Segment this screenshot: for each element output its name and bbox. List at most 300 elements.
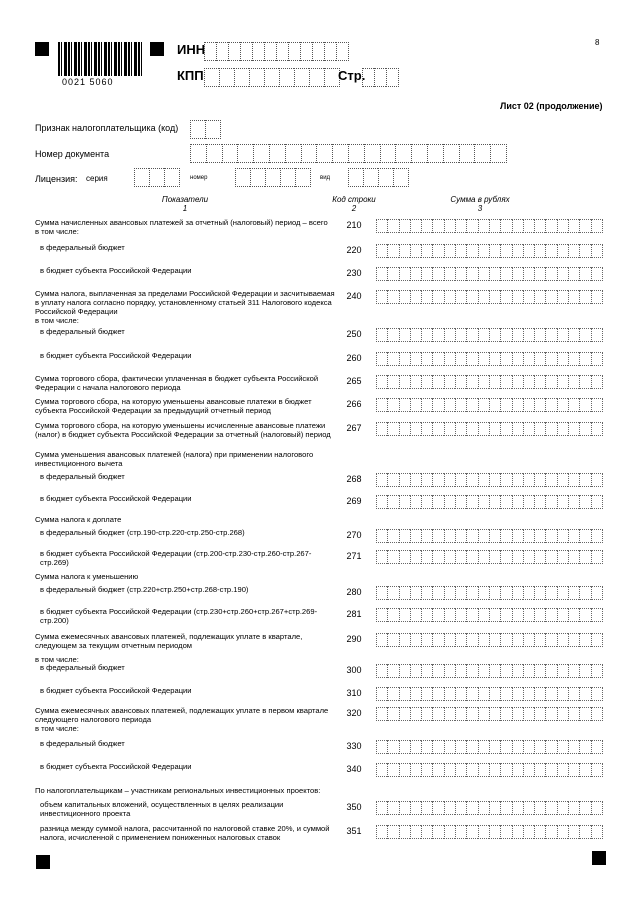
amount-digit-cell[interactable]: [432, 473, 443, 487]
amount-digit-cell[interactable]: [568, 267, 579, 281]
amount-digit-cell[interactable]: [376, 687, 387, 701]
amount-field[interactable]: [376, 328, 603, 342]
amount-digit-cell[interactable]: [410, 763, 421, 777]
amount-digit-cell[interactable]: [387, 825, 398, 839]
amount-digit-cell[interactable]: [568, 633, 579, 647]
amount-digit-cell[interactable]: [591, 664, 603, 678]
amount-digit-cell[interactable]: [387, 219, 398, 233]
amount-digit-cell[interactable]: [444, 586, 455, 600]
amount-digit-cell[interactable]: [489, 608, 500, 622]
amount-digit-cell[interactable]: [376, 550, 387, 564]
amount-digit-cell[interactable]: [591, 529, 603, 543]
amount-digit-cell[interactable]: [478, 633, 489, 647]
taxpayer-sign-field[interactable]: [190, 120, 221, 139]
amount-digit-cell[interactable]: [579, 707, 590, 721]
amount-digit-cell[interactable]: [534, 664, 545, 678]
amount-digit-cell[interactable]: [568, 529, 579, 543]
amount-digit-cell[interactable]: [387, 290, 398, 304]
amount-field[interactable]: [376, 664, 603, 678]
amount-digit-cell[interactable]: [455, 244, 466, 258]
amount-digit-cell[interactable]: [512, 825, 523, 839]
amount-digit-cell[interactable]: [500, 398, 511, 412]
amount-digit-cell[interactable]: [410, 422, 421, 436]
amount-field[interactable]: [376, 473, 603, 487]
amount-digit-cell[interactable]: [489, 825, 500, 839]
amount-digit-cell[interactable]: [432, 633, 443, 647]
amount-digit-cell[interactable]: [512, 422, 523, 436]
amount-digit-cell[interactable]: [568, 825, 579, 839]
amount-digit-cell[interactable]: [568, 352, 579, 366]
amount-digit-cell[interactable]: [579, 763, 590, 777]
amount-digit-cell[interactable]: [421, 267, 432, 281]
amount-digit-cell[interactable]: [421, 422, 432, 436]
amount-digit-cell[interactable]: [376, 352, 387, 366]
amount-digit-cell[interactable]: [523, 664, 534, 678]
amount-digit-cell[interactable]: [523, 608, 534, 622]
amount-digit-cell[interactable]: [466, 707, 477, 721]
amount-digit-cell[interactable]: [376, 529, 387, 543]
amount-digit-cell[interactable]: [534, 290, 545, 304]
char-cell[interactable]: [386, 68, 399, 87]
amount-digit-cell[interactable]: [432, 375, 443, 389]
amount-field[interactable]: [376, 608, 603, 622]
amount-digit-cell[interactable]: [534, 586, 545, 600]
amount-digit-cell[interactable]: [512, 244, 523, 258]
amount-digit-cell[interactable]: [387, 664, 398, 678]
amount-digit-cell[interactable]: [455, 267, 466, 281]
char-cell[interactable]: [216, 42, 228, 61]
amount-digit-cell[interactable]: [387, 267, 398, 281]
amount-digit-cell[interactable]: [534, 244, 545, 258]
amount-digit-cell[interactable]: [478, 219, 489, 233]
char-cell[interactable]: [312, 42, 324, 61]
amount-digit-cell[interactable]: [387, 586, 398, 600]
amount-digit-cell[interactable]: [500, 244, 511, 258]
amount-digit-cell[interactable]: [489, 664, 500, 678]
amount-digit-cell[interactable]: [512, 550, 523, 564]
amount-digit-cell[interactable]: [500, 801, 511, 815]
amount-digit-cell[interactable]: [455, 707, 466, 721]
amount-digit-cell[interactable]: [455, 219, 466, 233]
amount-digit-cell[interactable]: [410, 352, 421, 366]
amount-digit-cell[interactable]: [523, 422, 534, 436]
amount-digit-cell[interactable]: [387, 495, 398, 509]
amount-digit-cell[interactable]: [579, 687, 590, 701]
amount-digit-cell[interactable]: [421, 586, 432, 600]
amount-digit-cell[interactable]: [500, 707, 511, 721]
amount-field[interactable]: [376, 422, 603, 436]
char-cell[interactable]: [301, 144, 317, 163]
amount-digit-cell[interactable]: [478, 290, 489, 304]
amount-digit-cell[interactable]: [545, 398, 556, 412]
amount-digit-cell[interactable]: [444, 633, 455, 647]
amount-digit-cell[interactable]: [410, 375, 421, 389]
amount-digit-cell[interactable]: [376, 398, 387, 412]
amount-digit-cell[interactable]: [432, 267, 443, 281]
amount-digit-cell[interactable]: [557, 763, 568, 777]
amount-digit-cell[interactable]: [568, 219, 579, 233]
amount-digit-cell[interactable]: [512, 290, 523, 304]
amount-digit-cell[interactable]: [410, 740, 421, 754]
char-cell[interactable]: [300, 42, 312, 61]
amount-digit-cell[interactable]: [591, 586, 603, 600]
amount-digit-cell[interactable]: [523, 707, 534, 721]
amount-digit-cell[interactable]: [399, 422, 410, 436]
amount-digit-cell[interactable]: [478, 586, 489, 600]
amount-digit-cell[interactable]: [455, 375, 466, 389]
amount-digit-cell[interactable]: [557, 422, 568, 436]
amount-digit-cell[interactable]: [568, 707, 579, 721]
amount-digit-cell[interactable]: [534, 267, 545, 281]
amount-digit-cell[interactable]: [489, 422, 500, 436]
amount-digit-cell[interactable]: [376, 290, 387, 304]
amount-digit-cell[interactable]: [444, 375, 455, 389]
amount-digit-cell[interactable]: [579, 550, 590, 564]
char-cell[interactable]: [234, 68, 249, 87]
amount-digit-cell[interactable]: [478, 352, 489, 366]
amount-digit-cell[interactable]: [591, 825, 603, 839]
amount-digit-cell[interactable]: [500, 267, 511, 281]
amount-digit-cell[interactable]: [568, 398, 579, 412]
amount-digit-cell[interactable]: [579, 586, 590, 600]
amount-digit-cell[interactable]: [466, 825, 477, 839]
amount-digit-cell[interactable]: [534, 763, 545, 777]
amount-digit-cell[interactable]: [455, 328, 466, 342]
amount-digit-cell[interactable]: [523, 375, 534, 389]
amount-digit-cell[interactable]: [534, 529, 545, 543]
amount-digit-cell[interactable]: [579, 219, 590, 233]
amount-digit-cell[interactable]: [466, 290, 477, 304]
amount-digit-cell[interactable]: [512, 801, 523, 815]
amount-digit-cell[interactable]: [545, 244, 556, 258]
amount-digit-cell[interactable]: [387, 375, 398, 389]
amount-digit-cell[interactable]: [444, 328, 455, 342]
char-cell[interactable]: [362, 68, 374, 87]
amount-digit-cell[interactable]: [410, 550, 421, 564]
amount-digit-cell[interactable]: [523, 328, 534, 342]
amount-digit-cell[interactable]: [489, 687, 500, 701]
char-cell[interactable]: [190, 144, 206, 163]
amount-digit-cell[interactable]: [591, 687, 603, 701]
amount-digit-cell[interactable]: [421, 529, 432, 543]
amount-digit-cell[interactable]: [455, 422, 466, 436]
amount-digit-cell[interactable]: [455, 687, 466, 701]
amount-field[interactable]: [376, 550, 603, 564]
amount-digit-cell[interactable]: [444, 473, 455, 487]
amount-digit-cell[interactable]: [478, 825, 489, 839]
amount-digit-cell[interactable]: [489, 290, 500, 304]
amount-digit-cell[interactable]: [579, 529, 590, 543]
amount-digit-cell[interactable]: [512, 664, 523, 678]
amount-digit-cell[interactable]: [466, 398, 477, 412]
amount-digit-cell[interactable]: [568, 375, 579, 389]
inn-field[interactable]: [204, 42, 349, 61]
amount-digit-cell[interactable]: [444, 244, 455, 258]
char-cell[interactable]: [253, 144, 269, 163]
amount-digit-cell[interactable]: [489, 763, 500, 777]
amount-digit-cell[interactable]: [455, 290, 466, 304]
amount-digit-cell[interactable]: [444, 267, 455, 281]
amount-digit-cell[interactable]: [545, 422, 556, 436]
amount-digit-cell[interactable]: [557, 550, 568, 564]
amount-digit-cell[interactable]: [376, 473, 387, 487]
char-cell[interactable]: [205, 120, 221, 139]
amount-digit-cell[interactable]: [455, 801, 466, 815]
amount-digit-cell[interactable]: [376, 495, 387, 509]
amount-digit-cell[interactable]: [410, 825, 421, 839]
amount-digit-cell[interactable]: [399, 586, 410, 600]
amount-digit-cell[interactable]: [489, 801, 500, 815]
char-cell[interactable]: [252, 42, 264, 61]
amount-digit-cell[interactable]: [387, 801, 398, 815]
amount-digit-cell[interactable]: [568, 290, 579, 304]
kpp-field[interactable]: [204, 68, 340, 87]
char-cell[interactable]: [309, 68, 324, 87]
amount-digit-cell[interactable]: [489, 375, 500, 389]
amount-digit-cell[interactable]: [432, 763, 443, 777]
amount-field[interactable]: [376, 219, 603, 233]
amount-digit-cell[interactable]: [444, 219, 455, 233]
amount-digit-cell[interactable]: [387, 328, 398, 342]
char-cell[interactable]: [395, 144, 411, 163]
amount-digit-cell[interactable]: [523, 825, 534, 839]
amount-digit-cell[interactable]: [523, 740, 534, 754]
amount-digit-cell[interactable]: [579, 422, 590, 436]
char-cell[interactable]: [222, 144, 238, 163]
amount-digit-cell[interactable]: [579, 633, 590, 647]
char-cell[interactable]: [228, 42, 240, 61]
amount-digit-cell[interactable]: [579, 608, 590, 622]
amount-digit-cell[interactable]: [534, 707, 545, 721]
amount-digit-cell[interactable]: [421, 825, 432, 839]
amount-digit-cell[interactable]: [545, 219, 556, 233]
amount-digit-cell[interactable]: [399, 473, 410, 487]
amount-digit-cell[interactable]: [376, 244, 387, 258]
amount-digit-cell[interactable]: [387, 633, 398, 647]
amount-digit-cell[interactable]: [410, 707, 421, 721]
amount-digit-cell[interactable]: [444, 495, 455, 509]
amount-digit-cell[interactable]: [376, 763, 387, 777]
amount-digit-cell[interactable]: [568, 740, 579, 754]
amount-digit-cell[interactable]: [478, 529, 489, 543]
amount-digit-cell[interactable]: [500, 586, 511, 600]
amount-digit-cell[interactable]: [500, 550, 511, 564]
amount-digit-cell[interactable]: [545, 687, 556, 701]
amount-digit-cell[interactable]: [410, 633, 421, 647]
amount-digit-cell[interactable]: [579, 495, 590, 509]
amount-digit-cell[interactable]: [478, 422, 489, 436]
amount-digit-cell[interactable]: [478, 608, 489, 622]
amount-digit-cell[interactable]: [421, 352, 432, 366]
amount-digit-cell[interactable]: [500, 495, 511, 509]
amount-digit-cell[interactable]: [466, 801, 477, 815]
amount-digit-cell[interactable]: [421, 219, 432, 233]
amount-digit-cell[interactable]: [557, 352, 568, 366]
amount-digit-cell[interactable]: [579, 290, 590, 304]
amount-digit-cell[interactable]: [579, 328, 590, 342]
amount-field[interactable]: [376, 825, 603, 839]
amount-digit-cell[interactable]: [432, 328, 443, 342]
amount-digit-cell[interactable]: [399, 219, 410, 233]
amount-digit-cell[interactable]: [466, 550, 477, 564]
amount-digit-cell[interactable]: [399, 825, 410, 839]
amount-digit-cell[interactable]: [466, 664, 477, 678]
amount-digit-cell[interactable]: [523, 586, 534, 600]
amount-field[interactable]: [376, 707, 603, 721]
char-cell[interactable]: [164, 168, 180, 187]
amount-digit-cell[interactable]: [591, 495, 603, 509]
amount-digit-cell[interactable]: [455, 825, 466, 839]
amount-digit-cell[interactable]: [399, 529, 410, 543]
amount-digit-cell[interactable]: [568, 801, 579, 815]
amount-digit-cell[interactable]: [410, 219, 421, 233]
amount-digit-cell[interactable]: [432, 244, 443, 258]
amount-digit-cell[interactable]: [410, 398, 421, 412]
amount-digit-cell[interactable]: [455, 473, 466, 487]
amount-digit-cell[interactable]: [478, 375, 489, 389]
amount-digit-cell[interactable]: [399, 707, 410, 721]
amount-digit-cell[interactable]: [489, 328, 500, 342]
amount-digit-cell[interactable]: [489, 398, 500, 412]
amount-digit-cell[interactable]: [557, 219, 568, 233]
amount-digit-cell[interactable]: [466, 244, 477, 258]
char-cell[interactable]: [149, 168, 164, 187]
amount-digit-cell[interactable]: [421, 398, 432, 412]
char-cell[interactable]: [295, 168, 311, 187]
char-cell[interactable]: [206, 144, 222, 163]
amount-digit-cell[interactable]: [478, 244, 489, 258]
amount-digit-cell[interactable]: [500, 687, 511, 701]
amount-digit-cell[interactable]: [512, 328, 523, 342]
amount-digit-cell[interactable]: [466, 219, 477, 233]
amount-digit-cell[interactable]: [500, 290, 511, 304]
amount-digit-cell[interactable]: [399, 267, 410, 281]
amount-digit-cell[interactable]: [376, 825, 387, 839]
amount-digit-cell[interactable]: [410, 244, 421, 258]
amount-digit-cell[interactable]: [376, 375, 387, 389]
amount-digit-cell[interactable]: [466, 687, 477, 701]
char-cell[interactable]: [219, 68, 234, 87]
char-cell[interactable]: [288, 42, 300, 61]
char-cell[interactable]: [348, 144, 364, 163]
amount-digit-cell[interactable]: [512, 473, 523, 487]
amount-digit-cell[interactable]: [444, 398, 455, 412]
amount-digit-cell[interactable]: [523, 801, 534, 815]
amount-digit-cell[interactable]: [376, 707, 387, 721]
amount-digit-cell[interactable]: [545, 290, 556, 304]
amount-digit-cell[interactable]: [421, 801, 432, 815]
amount-digit-cell[interactable]: [534, 495, 545, 509]
amount-digit-cell[interactable]: [591, 398, 603, 412]
amount-digit-cell[interactable]: [478, 550, 489, 564]
amount-digit-cell[interactable]: [579, 244, 590, 258]
char-cell[interactable]: [279, 68, 294, 87]
amount-digit-cell[interactable]: [410, 267, 421, 281]
amount-digit-cell[interactable]: [557, 801, 568, 815]
amount-digit-cell[interactable]: [500, 328, 511, 342]
char-cell[interactable]: [249, 68, 264, 87]
amount-digit-cell[interactable]: [512, 495, 523, 509]
amount-digit-cell[interactable]: [489, 473, 500, 487]
amount-digit-cell[interactable]: [410, 473, 421, 487]
amount-digit-cell[interactable]: [568, 687, 579, 701]
amount-digit-cell[interactable]: [432, 422, 443, 436]
amount-digit-cell[interactable]: [512, 740, 523, 754]
amount-digit-cell[interactable]: [399, 375, 410, 389]
amount-digit-cell[interactable]: [489, 633, 500, 647]
amount-digit-cell[interactable]: [568, 608, 579, 622]
amount-digit-cell[interactable]: [568, 422, 579, 436]
amount-digit-cell[interactable]: [399, 664, 410, 678]
amount-digit-cell[interactable]: [432, 608, 443, 622]
amount-digit-cell[interactable]: [523, 473, 534, 487]
amount-digit-cell[interactable]: [534, 398, 545, 412]
amount-digit-cell[interactable]: [579, 352, 590, 366]
char-cell[interactable]: [250, 168, 265, 187]
amount-digit-cell[interactable]: [545, 495, 556, 509]
char-cell[interactable]: [269, 144, 285, 163]
amount-digit-cell[interactable]: [478, 707, 489, 721]
char-cell[interactable]: [264, 42, 276, 61]
amount-digit-cell[interactable]: [591, 290, 603, 304]
amount-digit-cell[interactable]: [421, 763, 432, 777]
amount-digit-cell[interactable]: [512, 529, 523, 543]
amount-digit-cell[interactable]: [466, 267, 477, 281]
amount-digit-cell[interactable]: [500, 740, 511, 754]
amount-digit-cell[interactable]: [478, 328, 489, 342]
amount-digit-cell[interactable]: [444, 352, 455, 366]
amount-digit-cell[interactable]: [579, 801, 590, 815]
amount-digit-cell[interactable]: [489, 495, 500, 509]
char-cell[interactable]: [294, 68, 309, 87]
amount-digit-cell[interactable]: [432, 825, 443, 839]
amount-digit-cell[interactable]: [399, 398, 410, 412]
char-cell[interactable]: [240, 42, 252, 61]
amount-digit-cell[interactable]: [557, 608, 568, 622]
amount-digit-cell[interactable]: [534, 422, 545, 436]
amount-digit-cell[interactable]: [579, 740, 590, 754]
amount-digit-cell[interactable]: [579, 398, 590, 412]
amount-digit-cell[interactable]: [455, 763, 466, 777]
amount-digit-cell[interactable]: [432, 398, 443, 412]
char-cell[interactable]: [380, 144, 396, 163]
amount-digit-cell[interactable]: [387, 244, 398, 258]
amount-digit-cell[interactable]: [534, 825, 545, 839]
amount-digit-cell[interactable]: [568, 664, 579, 678]
amount-digit-cell[interactable]: [466, 473, 477, 487]
amount-digit-cell[interactable]: [545, 586, 556, 600]
char-cell[interactable]: [134, 168, 149, 187]
amount-digit-cell[interactable]: [421, 244, 432, 258]
amount-digit-cell[interactable]: [478, 687, 489, 701]
amount-digit-cell[interactable]: [534, 375, 545, 389]
amount-digit-cell[interactable]: [512, 687, 523, 701]
amount-field[interactable]: [376, 352, 603, 366]
amount-digit-cell[interactable]: [512, 352, 523, 366]
amount-digit-cell[interactable]: [591, 244, 603, 258]
amount-digit-cell[interactable]: [534, 473, 545, 487]
amount-digit-cell[interactable]: [387, 529, 398, 543]
amount-digit-cell[interactable]: [455, 633, 466, 647]
amount-digit-cell[interactable]: [466, 586, 477, 600]
amount-digit-cell[interactable]: [455, 586, 466, 600]
amount-digit-cell[interactable]: [432, 586, 443, 600]
amount-digit-cell[interactable]: [410, 608, 421, 622]
amount-digit-cell[interactable]: [545, 328, 556, 342]
amount-digit-cell[interactable]: [534, 352, 545, 366]
amount-field[interactable]: [376, 495, 603, 509]
char-cell[interactable]: [393, 168, 409, 187]
